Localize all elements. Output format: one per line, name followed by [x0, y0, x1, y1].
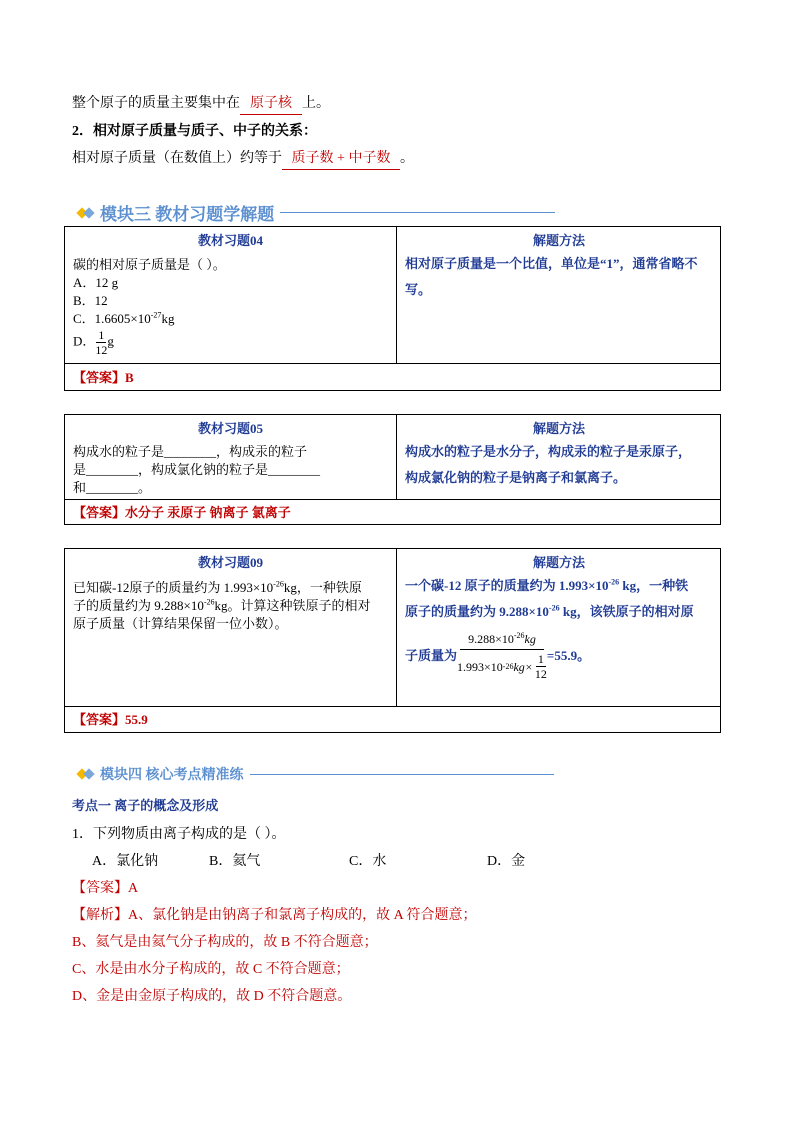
ex09-q1-exp: -26 — [273, 579, 284, 589]
ex09-fraction-denominator: 1.993×10 -26 kg× $\frac{1}{12}$ — [457, 652, 547, 681]
ex04-left-header: 教材习题04 — [197, 233, 263, 248]
ex09-method-line-2 — [405, 599, 719, 625]
ex04-option-d-unit: g — [107, 333, 114, 349]
ex04-option-d-fraction — [95, 328, 107, 357]
kaodian1-option-a: A．氯化钠 — [92, 854, 159, 869]
ex04-question-text: 碳的相对原子质量是（ ）。 — [73, 257, 226, 272]
intro-line-3-prefix: 相对原子质量（在数值上）约等于 — [72, 151, 282, 166]
intro-blank-nucleus: 原子核 — [240, 94, 302, 115]
kaodian1-question: 1．下列物质由离子构成的是（ ）。 — [72, 827, 286, 842]
ex09-answer: 【答案】55.9 — [73, 712, 148, 727]
ex04-answer: 【答案】B — [73, 370, 134, 385]
ex09-question-line-3: 原子质量（计算结果保留一位小数）。 — [73, 616, 288, 631]
ex09-method-line-3 — [405, 631, 719, 681]
intro-line-1-suffix: 上。 — [302, 96, 330, 111]
ex04-option-c-unit: kg — [161, 311, 175, 326]
diamond-bullet-icon — [78, 767, 96, 781]
ex09-den-unit: kg× — [513, 659, 533, 674]
ex05-question-line-3: 和________。 — [73, 480, 152, 495]
exercise-05-table — [64, 414, 721, 525]
kaodian1-analysis-3: C、水是由水分子构成的，故 C 不符合题意； — [72, 962, 350, 977]
ex09-question-line-2 — [73, 597, 395, 615]
ex09-fraction-numerator — [460, 631, 544, 650]
ex09-m3-result: =55.9。 — [546, 648, 591, 663]
ex04-option-d-text: D． — [73, 333, 96, 349]
ex05-question-line-1: 构成水的粒子是________，构成汞的粒子 — [73, 444, 308, 459]
ex09-num-value: 9.288×10 — [468, 632, 514, 646]
ex09-m1-rest: kg，一种铁 — [619, 578, 689, 593]
module3-header — [78, 200, 555, 225]
intro-heading-2: 2．相对原子质量与质子、中子的关系： — [72, 124, 317, 139]
ex09-num-exp: -26 — [513, 631, 525, 640]
module4-rule — [250, 774, 554, 775]
ex04-option-c — [73, 310, 393, 328]
ex09-m2-text: 原子的质量约为 9.288×10 — [405, 604, 549, 619]
ex04-right-header: 解题方法 — [532, 233, 585, 248]
kaodian1-option-c: C．水 — [349, 854, 387, 869]
intro-line-3 — [72, 149, 414, 170]
kaodian1-analysis-1: 【解析】A、氯化钠是由钠离子和氯离子构成的，故 A 符合题意； — [72, 908, 477, 923]
ex09-right-header: 解题方法 — [532, 555, 585, 570]
inner-fraction-numerator: 1 — [537, 652, 544, 666]
ex04-option-c-exp: -27 — [150, 310, 162, 320]
intro-blank-formula: 质子数 + 中子数 — [282, 149, 400, 170]
ex04-question — [73, 256, 393, 357]
ex09-method — [405, 573, 719, 681]
ex09-q2-exp: -26 — [203, 597, 215, 607]
kaodian1-answer: 【答案】A — [72, 881, 139, 896]
module4-header — [78, 764, 554, 784]
ex09-m2-exp: -26 — [548, 603, 560, 613]
exercise-04-table — [64, 226, 721, 391]
ex09-inner-fraction — [535, 652, 547, 681]
intro-line-3-suffix: 。 — [400, 151, 414, 166]
ex09-q2-rest: kg。计算这种铁原子的相对 — [214, 598, 371, 613]
ex05-left-header: 教材习题05 — [197, 421, 263, 436]
diamond-bullet-icon — [78, 206, 96, 220]
module4-title: 模块四 核心考点精准练 — [100, 768, 244, 783]
ex09-m1-exp: -26 — [608, 577, 620, 587]
exercise-09-table — [64, 548, 721, 733]
fraction-numerator: 1 — [98, 328, 105, 342]
ex09-q2-text: 子的质量约为 9.288×10 — [73, 598, 204, 613]
ex09-q1-text: 已知碳-12原子的质量约为 1.993×10 — [73, 580, 274, 595]
ex05-method-line-2: 构成氯化钠的粒子是钠离子和氯离子。 — [405, 470, 627, 485]
kaodian1-option-d: D．金 — [487, 854, 526, 869]
intro-line-1 — [72, 94, 330, 115]
ex05-answer: 【答案】水分子 汞原子 钠离子 氯离子 — [73, 505, 291, 520]
ex04-option-b: B．12 — [73, 293, 108, 308]
kaodian1-analysis-4: D、金是由金原子构成的，故 D 不符合题意。 — [72, 989, 352, 1004]
module3-rule — [280, 212, 555, 213]
ex09-question-line-1 — [73, 579, 395, 597]
ex04-method: 相对原子质量是一个比值，单位是“1”，通常省略不写。 — [405, 256, 698, 297]
ex09-left-header: 教材习题09 — [197, 555, 263, 570]
ex05-method — [405, 439, 717, 491]
kaodian1-analysis-2: B、氦气是由氦气分子构成的，故 B 不符合题意； — [72, 935, 378, 950]
ex09-question — [73, 579, 395, 633]
ex04-option-a: A．12 g — [73, 275, 119, 290]
ex05-right-header: 解题方法 — [532, 421, 585, 436]
ex09-num-unit: kg — [524, 632, 536, 646]
ex09-m3-text: 子质量为 — [405, 648, 458, 663]
inner-fraction-denominator: 12 — [534, 667, 547, 681]
kaodian1-option-b: B．氦气 — [209, 854, 261, 869]
kaodian1-title: 考点一 离子的概念及形成 — [72, 798, 219, 813]
ex05-question-line-2: 是________，构成氯化钠的粒子是________ — [73, 462, 321, 477]
ex09-q1-rest: kg，一种铁原 — [283, 580, 362, 595]
ex05-question — [73, 443, 393, 497]
ex05-method-line-1: 构成水的粒子是水分子，构成汞的粒子是汞原子， — [405, 444, 692, 459]
ex09-m1-text: 一个碳-12 原子的质量约为 1.993×10 — [405, 578, 609, 593]
ex09-den-value: 1.993×10 — [457, 659, 503, 674]
intro-line-1-prefix: 整个原子的质量主要集中在 — [72, 96, 240, 111]
fraction-denominator: 12 — [95, 343, 108, 357]
ex04-option-c-text: C．1.6605×10 — [73, 311, 151, 326]
ex09-method-line-1 — [405, 573, 719, 599]
module3-title: 模块三 教材习题学解题 — [100, 205, 275, 224]
ex09-m2-rest: kg，该铁原子的相对原 — [559, 604, 694, 619]
ex04-option-d — [73, 328, 393, 357]
ex09-big-fraction — [457, 631, 547, 681]
